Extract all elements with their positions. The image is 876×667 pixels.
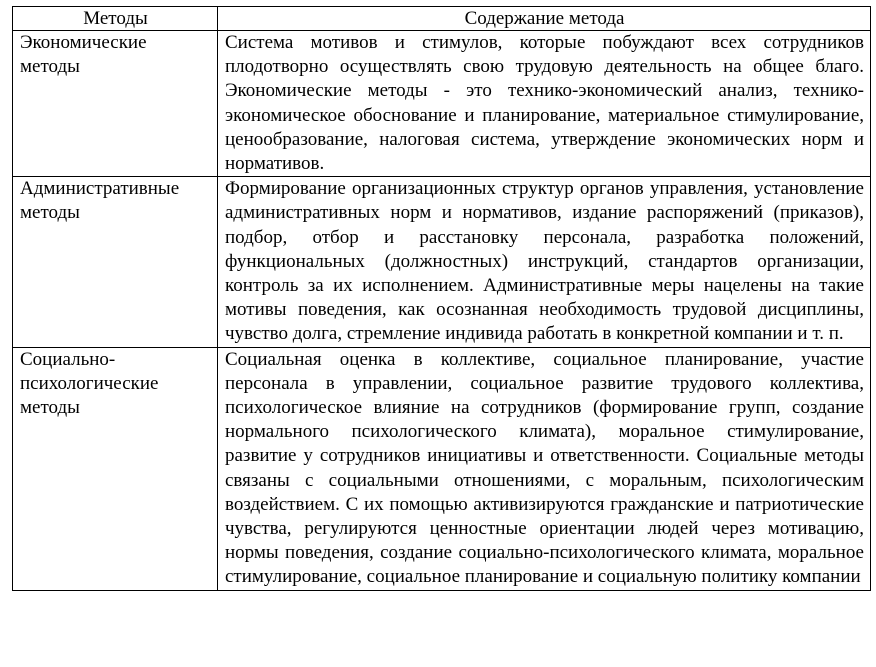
method-content-socio-psychological: Социальная оценка в коллективе, социальное планирование, участие персонала в управлении, социальное развитие трудового коллектива, психологическое влияние на сотрудников (формирование групп, создание нормального психологического климата), моральное стимулирование, развитие у сотрудников инициативы и ответственности. Социальные методы связаны с социальными отношениями, с моральным, психологическим воздействием. С их помощью активизируются гражданские и патриотические чувства, регулируются ценностные ориентации людей через мотивацию, нормы поведения, создание социально-психологического климата, моральное стимулирование, социальное планирование и социальную политику компании xyxy=(218,347,871,590)
header-methods: Методы xyxy=(13,7,218,31)
method-name-economic: Экономические методы xyxy=(13,31,218,177)
method-name-socio-psychological: Социально- психологические методы xyxy=(13,347,218,590)
header-method-content: Содержание метода xyxy=(218,7,871,31)
table-header-row xyxy=(13,7,871,31)
methods-table xyxy=(12,6,871,591)
method-content-economic: Система мотивов и стимулов, которые побуждают всех сотрудников плодотворно осуществлять свою трудовую деятельность на общее благо. Экономические методы - это технико-экономический анализ, технико-экономическое обоснование и планирование, материальное стимулирование, ценообразование, налоговая система, утверждение экономических норм и нормативов. xyxy=(218,31,871,177)
table-row-economic xyxy=(13,31,871,177)
method-name-administrative: Административные методы xyxy=(13,177,218,347)
method-content-administrative: Формирование организационных структур органов управления, установление административных норм и нормативов, издание распоряжений (приказов), подбор, отбор и расстановку персонала, разработка положений, функциональных (должностных) инструкций, стандартов организации, контроль за их исполнением. Административные меры нацелены на такие мотивы поведения, как осознанная необходимость трудовой дисциплины, чувство долга, стремление индивида работать в конкретной компании и т. п. xyxy=(218,177,871,347)
table-row-socio-psychological xyxy=(13,347,871,590)
table-row-administrative xyxy=(13,177,871,347)
